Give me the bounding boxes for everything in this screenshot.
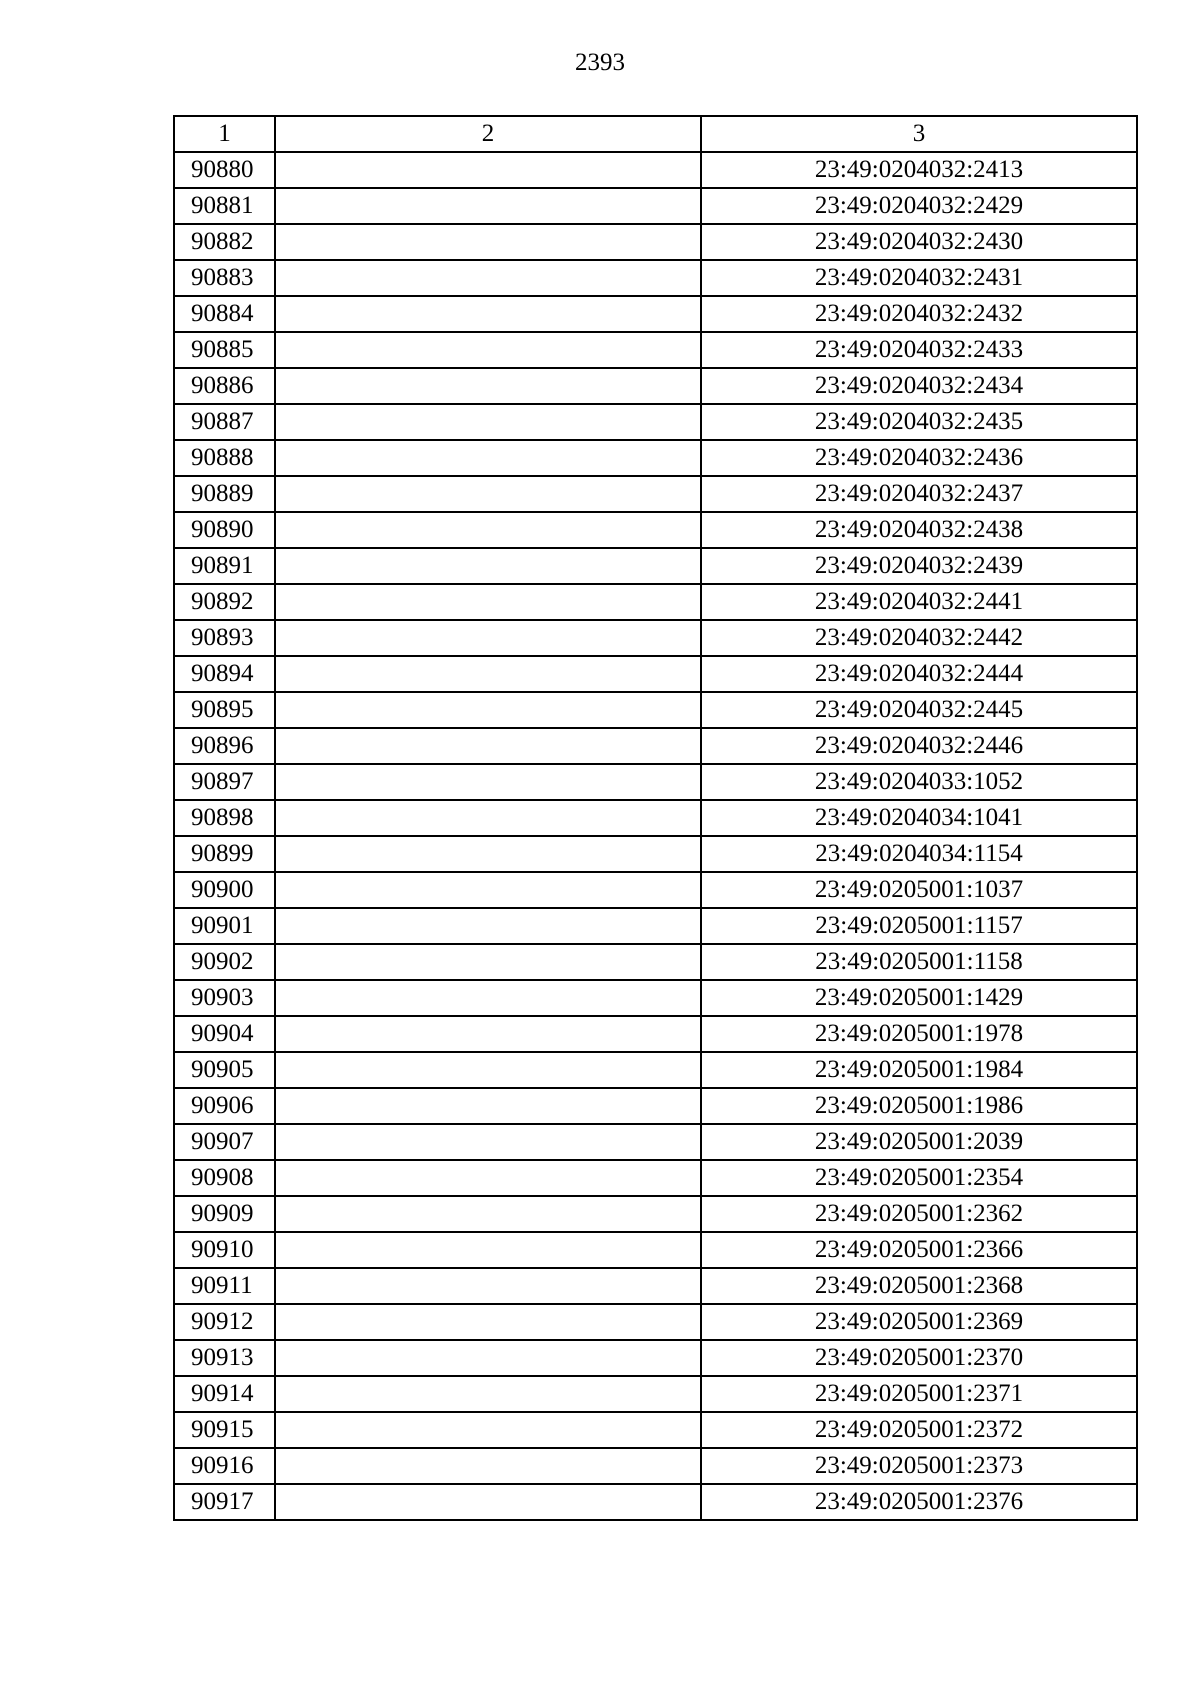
table-row [174,692,1137,728]
empty-cell [275,1232,701,1268]
table-row [174,980,1137,1016]
empty-cell [275,152,701,188]
empty-cell [275,224,701,260]
row-number-cell: 90881 [174,188,275,224]
table-row [174,548,1137,584]
table-header [174,116,1137,152]
cadastral-number-cell: 23:49:0205001:1429 [701,980,1137,1016]
empty-cell [275,332,701,368]
table-row [174,944,1137,980]
table-row [174,224,1137,260]
cadastral-number-cell: 23:49:0204032:2446 [701,728,1137,764]
empty-cell [275,1448,701,1484]
row-number-cell: 90905 [174,1052,275,1088]
empty-cell [275,872,701,908]
cadastral-number-cell: 23:49:0204032:2413 [701,152,1137,188]
cadastral-number-cell: 23:49:0205001:2372 [701,1412,1137,1448]
cadastral-number-cell: 23:49:0205001:2362 [701,1196,1137,1232]
cadastral-number-cell: 23:49:0204032:2439 [701,548,1137,584]
row-number-cell: 90900 [174,872,275,908]
table-row [174,188,1137,224]
empty-cell [275,440,701,476]
empty-cell [275,1196,701,1232]
empty-cell [275,584,701,620]
table-body [174,152,1137,1520]
cadastral-number-cell: 23:49:0205001:2370 [701,1340,1137,1376]
cadastral-number-cell: 23:49:0204032:2444 [701,656,1137,692]
table-row [174,1196,1137,1232]
cadastral-number-cell: 23:49:0205001:2039 [701,1124,1137,1160]
empty-cell [275,1124,701,1160]
empty-cell [275,548,701,584]
table-row [174,620,1137,656]
cadastral-number-cell: 23:49:0205001:2371 [701,1376,1137,1412]
row-number-cell: 90906 [174,1088,275,1124]
cadastral-number-cell: 23:49:0205001:2369 [701,1304,1137,1340]
table-row [174,908,1137,944]
row-number-cell: 90887 [174,404,275,440]
empty-cell [275,1268,701,1304]
row-number-cell: 90886 [174,368,275,404]
cadastral-number-cell: 23:49:0205001:2376 [701,1484,1137,1520]
table-row [174,1268,1137,1304]
table-row [174,656,1137,692]
column-header-1: 1 [174,116,275,152]
empty-cell [275,656,701,692]
row-number-cell: 90915 [174,1412,275,1448]
empty-cell [275,980,701,1016]
row-number-cell: 90907 [174,1124,275,1160]
row-number-cell: 90883 [174,260,275,296]
empty-cell [275,1052,701,1088]
row-number-cell: 90890 [174,512,275,548]
row-number-cell: 90901 [174,908,275,944]
table-row [174,800,1137,836]
cadastral-number-cell: 23:49:0205001:1037 [701,872,1137,908]
cadastral-number-cell: 23:49:0204032:2438 [701,512,1137,548]
empty-cell [275,1412,701,1448]
cadastral-number-cell: 23:49:0204032:2431 [701,260,1137,296]
page-number: 2393 [575,49,625,76]
empty-cell [275,1340,701,1376]
row-number-cell: 90908 [174,1160,275,1196]
table-row [174,512,1137,548]
row-number-cell: 90910 [174,1232,275,1268]
row-number-cell: 90904 [174,1016,275,1052]
empty-cell [275,1160,701,1196]
row-number-cell: 90882 [174,224,275,260]
cadastral-number-cell: 23:49:0205001:1984 [701,1052,1137,1088]
row-number-cell: 90885 [174,332,275,368]
cadastral-number-cell: 23:49:0205001:2368 [701,1268,1137,1304]
table-row [174,260,1137,296]
row-number-cell: 90895 [174,692,275,728]
table-row [174,1448,1137,1484]
table-row [174,1016,1137,1052]
table-row [174,728,1137,764]
cadastral-number-cell: 23:49:0204032:2442 [701,620,1137,656]
empty-cell [275,800,701,836]
table-row [174,764,1137,800]
row-number-cell: 90916 [174,1448,275,1484]
row-number-cell: 90902 [174,944,275,980]
column-header-3: 3 [701,116,1137,152]
empty-cell [275,296,701,332]
table-row [174,1160,1137,1196]
empty-cell [275,1088,701,1124]
table-row [174,296,1137,332]
empty-cell [275,728,701,764]
table-row [174,1088,1137,1124]
empty-cell [275,836,701,872]
table-row [174,1124,1137,1160]
cadastral-number-cell: 23:49:0204032:2430 [701,224,1137,260]
row-number-cell: 90880 [174,152,275,188]
cadastral-number-cell: 23:49:0204032:2436 [701,440,1137,476]
row-number-cell: 90903 [174,980,275,1016]
cadastral-number-cell: 23:49:0205001:2366 [701,1232,1137,1268]
row-number-cell: 90894 [174,656,275,692]
empty-cell [275,1376,701,1412]
table-row [174,476,1137,512]
table-row [174,1304,1137,1340]
empty-cell [275,908,701,944]
table-row [174,152,1137,188]
row-number-cell: 90889 [174,476,275,512]
table-row [174,368,1137,404]
empty-cell [275,368,701,404]
row-number-cell: 90912 [174,1304,275,1340]
row-number-cell: 90899 [174,836,275,872]
row-number-cell: 90892 [174,584,275,620]
empty-cell [275,1304,701,1340]
empty-cell [275,1484,701,1520]
row-number-cell: 90898 [174,800,275,836]
table-row [174,1052,1137,1088]
empty-cell [275,620,701,656]
cadastral-number-cell: 23:49:0204032:2433 [701,332,1137,368]
row-number-cell: 90891 [174,548,275,584]
table-row [174,332,1137,368]
cadastral-number-cell: 23:49:0205001:1978 [701,1016,1137,1052]
table-row [174,1376,1137,1412]
cadastral-number-cell: 23:49:0205001:1157 [701,908,1137,944]
row-number-cell: 90884 [174,296,275,332]
cadastral-number-cell: 23:49:0204032:2435 [701,404,1137,440]
cadastral-number-cell: 23:49:0204032:2429 [701,188,1137,224]
empty-cell [275,512,701,548]
table-row [174,1232,1137,1268]
cadastral-number-cell: 23:49:0204032:2434 [701,368,1137,404]
row-number-cell: 90888 [174,440,275,476]
cadastral-number-cell: 23:49:0205001:2354 [701,1160,1137,1196]
table-row [174,404,1137,440]
table-row [174,440,1137,476]
empty-cell [275,260,701,296]
cadastral-number-cell: 23:49:0204032:2437 [701,476,1137,512]
row-number-cell: 90897 [174,764,275,800]
cadastral-number-cell: 23:49:0205001:1986 [701,1088,1137,1124]
row-number-cell: 90893 [174,620,275,656]
empty-cell [275,188,701,224]
empty-cell [275,764,701,800]
cadastral-number-cell: 23:49:0204032:2432 [701,296,1137,332]
row-number-cell: 90914 [174,1376,275,1412]
row-number-cell: 90917 [174,1484,275,1520]
cadastral-number-cell: 23:49:0205001:1158 [701,944,1137,980]
empty-cell [275,404,701,440]
data-table [173,115,1138,1521]
table-row [174,872,1137,908]
empty-cell [275,1016,701,1052]
table-row [174,836,1137,872]
empty-cell [275,944,701,980]
cadastral-number-cell: 23:49:0204032:2445 [701,692,1137,728]
empty-cell [275,692,701,728]
row-number-cell: 90896 [174,728,275,764]
header-row [174,116,1137,152]
table-row [174,1484,1137,1520]
empty-cell [275,476,701,512]
row-number-cell: 90913 [174,1340,275,1376]
cadastral-number-cell: 23:49:0205001:2373 [701,1448,1137,1484]
row-number-cell: 90911 [174,1268,275,1304]
row-number-cell: 90909 [174,1196,275,1232]
table-row [174,584,1137,620]
cadastral-number-cell: 23:49:0204032:2441 [701,584,1137,620]
table-row [174,1340,1137,1376]
cadastral-number-cell: 23:49:0204034:1041 [701,800,1137,836]
cadastral-number-cell: 23:49:0204033:1052 [701,764,1137,800]
column-header-2: 2 [275,116,701,152]
cadastral-number-cell: 23:49:0204034:1154 [701,836,1137,872]
table-row [174,1412,1137,1448]
